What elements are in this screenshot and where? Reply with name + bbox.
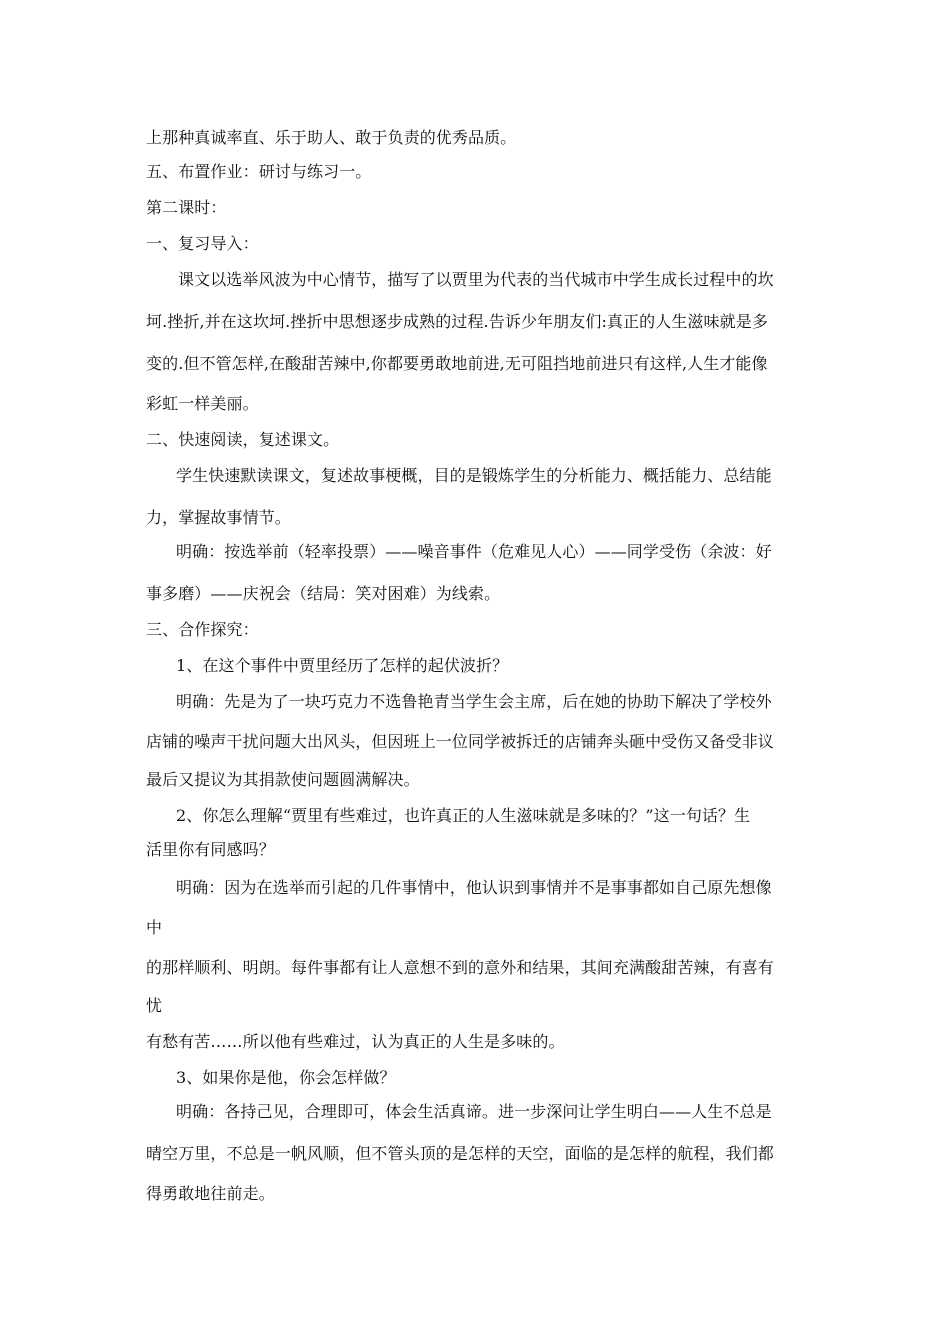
paragraph-line: 变的.但不管怎样,在酸甜苦辣中,你都要勇敢地前进,无可阻挡地前进只有这样,人生才能像 (146, 354, 768, 373)
paragraph-line: 最后又提议为其捐款使问题圆满解决。 (146, 770, 420, 789)
paragraph-line: 明确：按选举前（轻率投票）——噪音事件（危难见人心）——同学受伤（余波：好 (176, 542, 772, 561)
paragraph-line: 得勇敢地往前走。 (146, 1184, 275, 1203)
paragraph-line: 明确：各持己见，合理即可，体会生活真谛。进一步深问让学生明白——人生不总是 (176, 1102, 772, 1121)
paragraph-line: 中 (146, 918, 163, 937)
paragraph-line: 事多磨）——庆祝会（结局：笑对困难）为线索。 (146, 584, 501, 603)
paragraph-line: 学生快速默读课文，复述故事梗概，目的是锻炼学生的分析能力、概括能力、总结能 (176, 466, 772, 485)
question-line: 活里你有同感吗？ (146, 840, 275, 859)
question-line: 2、你怎么理解“贾里有些难过，也许真正的人生滋味就是多味的？”这一句话？生 (176, 806, 751, 825)
paragraph-line: 的那样顺利、明朗。每件事都有让人意想不到的意外和结果，其间充满酸甜苦辣，有喜有 (146, 958, 774, 977)
section-heading: 第二课时： (146, 198, 227, 217)
paragraph-line: 明确：先是为了一块巧克力不选鲁艳青当学生会主席，后在她的协助下解决了学校外 (176, 692, 772, 711)
paragraph-line: 课文以选举风波为中心情节，描写了以贾里为代表的当代城市中学生成长过程中的坎 (178, 270, 774, 289)
paragraph-line: 店铺的噪声干扰问题大出风头，但因班上一位同学被拆迁的店铺奔头砸中受伤又备受非议 (146, 732, 774, 751)
text-line: 上那种真诚率直、乐于助人、敢于负责的优秀品质。 (146, 128, 517, 147)
section-heading: 三、合作探究： (146, 620, 259, 639)
paragraph-line: 彩虹一样美丽。 (146, 394, 259, 413)
question-line: 1、在这个事件中贾里经历了怎样的起伏波折？ (176, 656, 509, 675)
paragraph-line: 忧 (146, 996, 163, 1015)
section-heading: 一、复习导入： (146, 234, 259, 253)
paragraph-line: 坷.挫折,并在这坎坷.挫折中思想逐步成熟的过程.告诉少年朋友们:真正的人生滋味就是多 (146, 312, 768, 331)
paragraph-line: 明确：因为在选举而引起的几件事情中，他认识到事情并不是事事都如自己原先想像 (176, 878, 772, 897)
section-heading: 二、快速阅读，复述课文。 (146, 430, 340, 449)
section-heading: 五、布置作业：研讨与练习一。 (146, 162, 372, 181)
paragraph-line: 力，掌握故事情节。 (146, 508, 291, 527)
paragraph-line: 晴空万里，不总是一帆风顺，但不管头顶的是怎样的天空，面临的是怎样的航程，我们都 (146, 1144, 774, 1163)
question-line: 3、如果你是他，你会怎样做？ (176, 1068, 396, 1087)
paragraph-line: 有愁有苦……所以他有些难过，认为真正的人生是多味的。 (146, 1032, 565, 1051)
